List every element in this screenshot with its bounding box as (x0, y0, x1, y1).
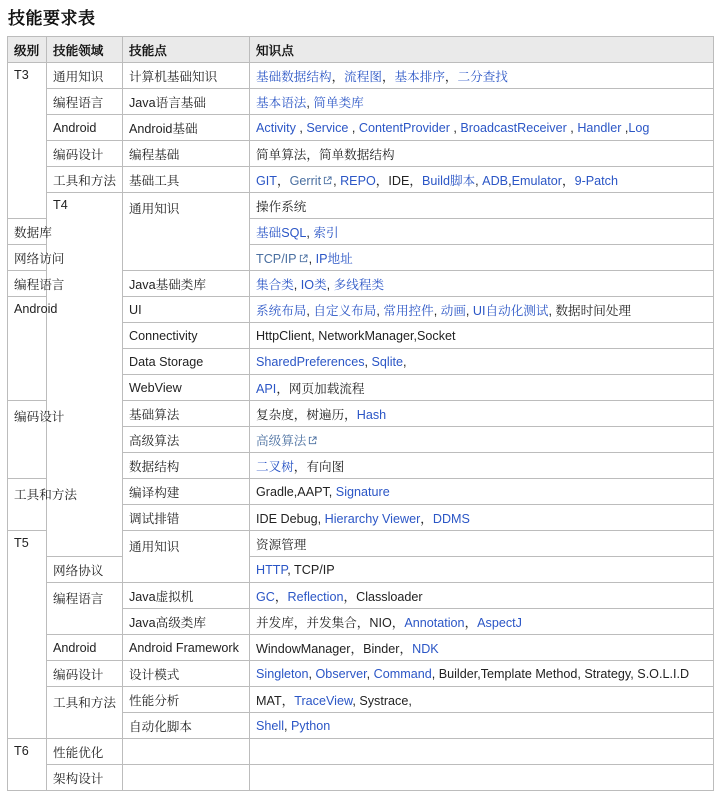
skill-cell: 高级算法 (123, 427, 250, 453)
knowledge-text: ，Classloader (343, 590, 423, 604)
skill-cell: Java基础类库 (123, 271, 250, 297)
knowledge-text: , Builder,Template Method, Strategy, S.O.L.I.D (431, 666, 690, 681)
knowledge-link[interactable]: GIT (256, 174, 277, 188)
knowledge-link[interactable]: Observer (315, 666, 367, 681)
knowledge-text: , (308, 666, 316, 681)
knowledge-text: , (621, 120, 629, 135)
knowledge-text: , (284, 718, 292, 733)
table-row (8, 115, 714, 141)
knowledge-link[interactable]: 简单类库 (313, 96, 364, 110)
knowledge-link[interactable]: 常用控件 (383, 304, 434, 318)
skill-cell: Java高级类库 (123, 609, 250, 635)
knowledge-cell (250, 141, 714, 167)
level-cell: T6 (8, 739, 47, 791)
knowledge-link[interactable]: 集合类 (256, 278, 294, 292)
knowledge-cell (250, 115, 714, 141)
skill-cell: Android基础 (123, 115, 250, 141)
table-row (8, 687, 714, 713)
knowledge-link[interactable]: Reflection (287, 590, 344, 604)
skill-cell: Connectivity (123, 323, 250, 349)
knowledge-cell (250, 505, 714, 531)
knowledge-link[interactable]: 二叉树 (256, 460, 294, 474)
knowledge-text: , (465, 304, 473, 318)
knowledge-text: ，IDE， (375, 174, 422, 188)
knowledge-link[interactable]: GC (256, 590, 275, 604)
skill-cell: 数据库 (8, 219, 47, 245)
knowledge-cell (250, 167, 714, 193)
header-knowledge: 知识点 (250, 37, 714, 63)
knowledge-link[interactable]: Log (628, 120, 650, 135)
knowledge-link[interactable]: 多线程类 (333, 278, 385, 292)
knowledge-text: ， (331, 70, 345, 84)
knowledge-cell (250, 635, 714, 661)
knowledge-link[interactable]: 基本语法 (256, 96, 307, 110)
external-link-icon (299, 254, 308, 263)
skill-cell: 计算机基础知识 (123, 63, 250, 89)
skill-cell: Java虚拟机 (123, 583, 250, 609)
knowledge-link[interactable]: Build脚本 (421, 174, 476, 188)
knowledge-text: ， (464, 616, 478, 630)
skill-cell: 编程基础 (123, 141, 250, 167)
knowledge-link[interactable]: TCP/IP (256, 252, 297, 266)
knowledge-text: ， (381, 70, 395, 84)
knowledge-text: ，有向图 (293, 460, 345, 474)
skill-cell: 编译构建 (123, 479, 250, 505)
knowledge-cell (250, 427, 714, 453)
knowledge-link[interactable]: Sqlite (371, 354, 404, 369)
area-cell: 通用知识 (47, 63, 123, 89)
skill-cell: 数据结构 (123, 453, 250, 479)
knowledge-link[interactable]: ADB (482, 174, 509, 188)
knowledge-cell (250, 609, 714, 635)
knowledge-link[interactable]: TraceView (294, 694, 353, 708)
skill-cell: 调试排错 (123, 505, 250, 531)
table-row (8, 89, 714, 115)
skill-cell: 基础算法 (123, 401, 250, 427)
knowledge-link[interactable]: Signature (335, 484, 390, 499)
skill-cell: Android Framework (123, 635, 250, 661)
knowledge-cell (250, 349, 714, 375)
knowledge-cell (250, 739, 714, 765)
knowledge-link[interactable]: DDMS (432, 512, 470, 526)
knowledge-link[interactable]: Gerrit (289, 174, 322, 188)
area-cell: 编程语言 (47, 583, 123, 635)
skill-cell: 基础工具 (123, 167, 250, 193)
knowledge-text: , (366, 666, 374, 681)
knowledge-text: , (508, 174, 512, 188)
knowledge-cell (250, 661, 714, 687)
knowledge-text: , (449, 120, 461, 135)
knowledge-text: , (306, 96, 314, 110)
level-cell: T4 (47, 193, 123, 557)
area-cell: Android (47, 115, 123, 141)
knowledge-link[interactable]: 系统布局 (256, 304, 307, 318)
table-row (8, 167, 714, 193)
knowledge-link[interactable]: 自定义布局 (313, 304, 377, 318)
knowledge-link[interactable]: Activity (256, 120, 296, 135)
knowledge-text: WindowManager，Binder， (256, 642, 413, 656)
knowledge-text: , (364, 354, 372, 369)
knowledge-text: , (348, 120, 359, 135)
table-row (8, 193, 714, 219)
table-row (8, 739, 714, 765)
area-cell: 通用知识 (123, 193, 250, 271)
knowledge-link[interactable]: 索引 (313, 226, 339, 240)
knowledge-text: , (475, 174, 483, 188)
knowledge-text: , (306, 304, 314, 318)
knowledge-text: , (376, 304, 384, 318)
skill-cell: 网络协议 (47, 557, 123, 583)
knowledge-cell (250, 765, 714, 791)
area-cell: 性能优化 (47, 739, 123, 765)
knowledge-link[interactable]: Handler (577, 120, 622, 135)
knowledge-link[interactable]: 基础SQL (256, 226, 307, 240)
knowledge-link[interactable]: Shell (256, 718, 285, 733)
level-cell: T5 (8, 531, 47, 739)
knowledge-text: ， (561, 174, 575, 188)
knowledge-cell (250, 63, 714, 89)
area-cell: 编程语言 (8, 271, 47, 297)
knowledge-link[interactable]: Service (306, 120, 349, 135)
area-cell: 编码设计 (47, 661, 123, 687)
knowledge-text: 复杂度，树遍历， (256, 408, 357, 422)
knowledge-text: , Systrace, (352, 694, 412, 708)
skill-cell: UI (123, 297, 250, 323)
area-cell: Android (8, 297, 47, 401)
table-body (8, 63, 714, 791)
area-cell: 工具和方法 (47, 687, 123, 739)
knowledge-text: , (333, 174, 341, 188)
level-cell: T3 (8, 63, 47, 219)
knowledge-text: ， (274, 590, 288, 604)
knowledge-cell (250, 375, 714, 401)
area-cell: 编码设计 (47, 141, 123, 167)
area-cell: 工具和方法 (8, 479, 47, 531)
skill-cell: 资源管理 (250, 531, 714, 557)
table-row (8, 63, 714, 89)
skill-cell: 网络访问 (8, 245, 47, 271)
skill-cell (123, 739, 250, 765)
knowledge-link[interactable]: 基础数据结构 (256, 70, 332, 84)
knowledge-text: , (566, 120, 578, 135)
knowledge-text: IDE Debug, (256, 512, 325, 526)
knowledge-cell (250, 245, 714, 271)
area-cell: 工具和方法 (47, 167, 123, 193)
knowledge-link[interactable]: NDK (412, 642, 439, 656)
knowledge-text: ，网页加载流程 (276, 382, 365, 396)
table-header-row (8, 37, 714, 63)
page-title: 技能要求表 (8, 9, 96, 28)
knowledge-link[interactable]: HTTP (256, 562, 288, 577)
skill-cell: 设计模式 (123, 661, 250, 687)
table-row (8, 635, 714, 661)
knowledge-cell (250, 401, 714, 427)
header-area: 技能领域 (47, 37, 123, 63)
knowledge-text: , (308, 252, 316, 266)
knowledge-text: , (295, 120, 307, 135)
knowledge-link[interactable]: IP地址 (315, 252, 353, 266)
knowledge-link[interactable]: 基本排序 (394, 70, 445, 84)
knowledge-text: 简单算法，简单数据结构 (256, 148, 395, 162)
skill-cell: WebView (123, 375, 250, 401)
area-cell: 编程语言 (47, 89, 123, 115)
knowledge-link[interactable]: API (256, 382, 277, 396)
knowledge-cell (250, 687, 714, 713)
knowledge-text: , (403, 354, 407, 369)
skill-cell: 性能分析 (123, 687, 250, 713)
area-cell: 编码设计 (8, 401, 47, 479)
knowledge-text: , (293, 278, 301, 292)
knowledge-link[interactable]: SharedPreferences (256, 354, 365, 369)
skill-cell: 自动化脚本 (123, 713, 250, 739)
knowledge-cell (250, 323, 714, 349)
knowledge-link[interactable]: Python (291, 718, 331, 733)
knowledge-cell (250, 713, 714, 739)
area-cell: 架构设计 (47, 765, 123, 791)
skill-cell: 操作系统 (250, 193, 714, 219)
knowledge-text: , (326, 278, 334, 292)
skills-table (7, 36, 714, 791)
knowledge-cell (250, 557, 714, 583)
knowledge-link[interactable]: AspectJ (477, 616, 522, 630)
header-level: 级别 (8, 37, 47, 63)
knowledge-cell (250, 89, 714, 115)
knowledge-cell (250, 297, 714, 323)
knowledge-text: , (433, 304, 441, 318)
knowledge-link[interactable]: Annotation (404, 616, 465, 630)
knowledge-link[interactable]: Singleton (256, 666, 309, 681)
knowledge-cell (250, 453, 714, 479)
knowledge-text: ， (420, 512, 433, 526)
knowledge-link[interactable]: Hash (356, 408, 387, 422)
area-cell: Android (47, 635, 123, 661)
knowledge-link[interactable]: 二分查找 (457, 70, 508, 84)
table-row (8, 661, 714, 687)
knowledge-text: ， (277, 174, 290, 188)
skill-cell (123, 765, 250, 791)
knowledge-link[interactable]: Hierarchy Viewer (324, 512, 421, 526)
knowledge-text: , 数据时间处理 (548, 304, 632, 318)
knowledge-link[interactable]: 动画 (440, 304, 466, 318)
external-link-icon (308, 436, 317, 445)
knowledge-cell (250, 583, 714, 609)
table-row (8, 141, 714, 167)
knowledge-text: , (306, 226, 314, 240)
knowledge-cell (250, 271, 714, 297)
knowledge-text: ， (444, 70, 458, 84)
knowledge-cell (250, 479, 714, 505)
knowledge-link[interactable]: Emulator (511, 174, 562, 188)
table-row (8, 765, 714, 791)
table-row (8, 557, 714, 583)
knowledge-cell (250, 219, 714, 245)
header-skill: 技能点 (123, 37, 250, 63)
knowledge-link[interactable]: IO类 (300, 278, 327, 292)
knowledge-link[interactable]: UI自动化测试 (472, 304, 549, 318)
table-row (8, 583, 714, 609)
knowledge-link[interactable]: ContentProvider (358, 120, 450, 135)
knowledge-text: Gradle,AAPT, (256, 484, 336, 499)
knowledge-text: HttpClient, NetworkManager,Socket (256, 328, 456, 343)
knowledge-link[interactable]: REPO (340, 174, 376, 188)
knowledge-link[interactable]: Command (373, 666, 432, 681)
knowledge-link[interactable]: 流程图 (344, 70, 382, 84)
knowledge-link[interactable]: 高级算法 (256, 434, 307, 448)
knowledge-link[interactable]: 9-Patch (574, 174, 618, 188)
area-cell: 通用知识 (123, 531, 250, 583)
skill-cell: Java语言基础 (123, 89, 250, 115)
knowledge-text: 并发库，并发集合，NIO， (256, 616, 405, 630)
knowledge-text: MAT， (256, 694, 295, 708)
knowledge-text: , TCP/IP (287, 562, 335, 577)
skill-cell: Data Storage (123, 349, 250, 375)
external-link-icon (323, 176, 332, 185)
knowledge-link[interactable]: BroadcastReceiver (460, 120, 567, 135)
